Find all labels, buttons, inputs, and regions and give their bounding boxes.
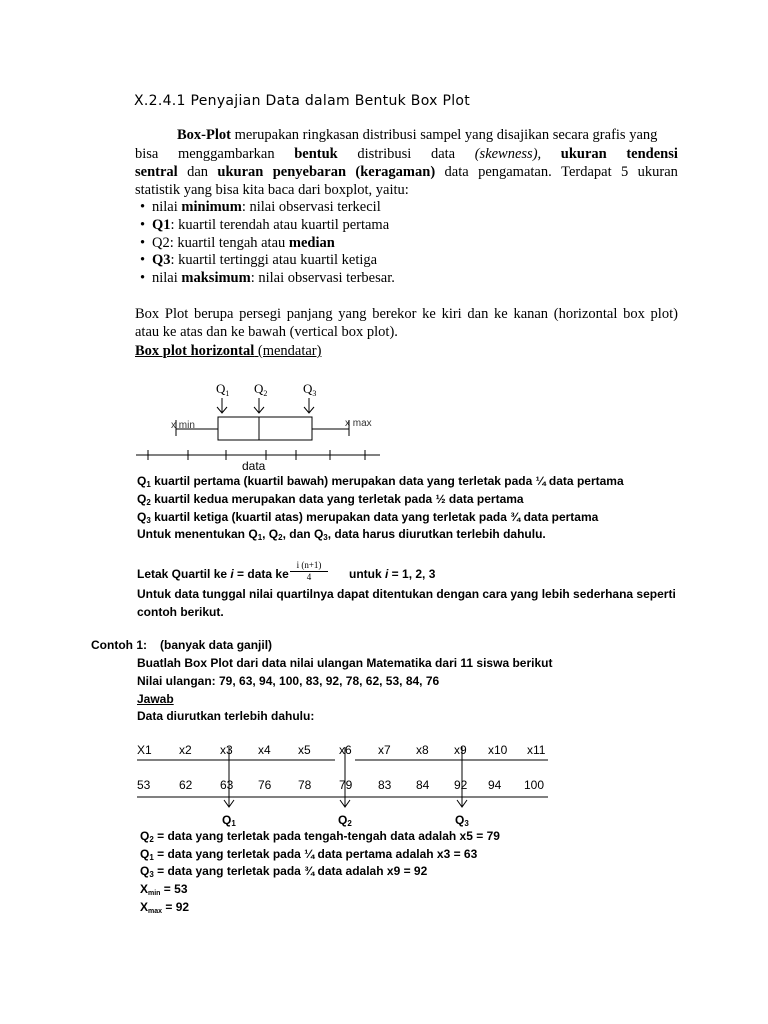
table-cell: 63 [220, 778, 234, 792]
list-item: • nilai maksimum: nilai observasi terbesar. [140, 270, 395, 286]
quartile-note: $Q_1$ kuartil pertama (kuartil bawah) merupakan data yang terletak pada ¼ data pertama [137, 474, 624, 489]
sorted-note: Data diurutkan terlebih dahulu: [137, 709, 315, 723]
single-note-line: Untuk data tunggal nilai quartilnya dapat ditentukan dengan cara yang lebih sederhana seperti [137, 587, 676, 601]
table-header: x6 [339, 743, 352, 757]
table-header: x9 [454, 743, 467, 757]
table-cell: 62 [179, 778, 193, 792]
para2-line-2: atau ke atas dan ke bawah (vertical box plot). [135, 324, 398, 340]
list-item: • Q3: kuartil tertinggi atau kuartil ketiga [140, 252, 378, 268]
xmin-result: $X_{min} = 53$ [140, 882, 188, 897]
list-item: • Q2: kuartil tengah atau median [140, 235, 335, 251]
q3-marker: $Q_3$ [455, 813, 469, 828]
q1-label: $Q_1$ [216, 381, 230, 398]
list-item: • Q1: kuartil terendah atau kuartil pertama [140, 217, 390, 233]
example-title: (banyak data ganjil) [160, 638, 273, 652]
table-header: x7 [378, 743, 391, 757]
table-cell: 84 [416, 778, 430, 792]
example-values: Nilai ulangan: 79, 63, 94, 100, 83, 92, 78, 62, 53, 84, 76 [137, 674, 440, 688]
table-cell: 92 [454, 778, 468, 792]
result-line: $Q_3$ = data yang terletak pada ¾ data adalah x9 = 92 [140, 864, 428, 879]
table-header: x4 [258, 743, 271, 757]
intro-line-3: sentral dan ukuran penyebaran (keragaman) data pengamatan. Terdapat 5 ukuran [135, 164, 678, 180]
table-header: x5 [298, 743, 311, 757]
table-cell: 100 [524, 778, 545, 792]
intro-line-2: bisa menggambarkan bentuk distribusi data (skewness), ukuran tendensi [135, 146, 678, 162]
xmax-label: x max [345, 418, 372, 429]
q1-marker: $Q_1$ [222, 813, 236, 828]
formula-range: untuk i = 1, 2, 3 [349, 567, 436, 581]
table-header: x3 [220, 743, 233, 757]
table-cell: 94 [488, 778, 502, 792]
table-cell: 53 [137, 778, 151, 792]
table-header: x8 [416, 743, 429, 757]
para2-line-1: Box Plot berupa persegi panjang yang berekor ke kiri dan ke kanan (horizontal box plot) [135, 306, 678, 322]
subtitle: Box plot horizontal (mendatar) [135, 343, 322, 359]
table-cell: 78 [298, 778, 312, 792]
single-note-line: contoh berikut. [137, 605, 224, 619]
table-cell: 76 [258, 778, 272, 792]
table-header: x10 [488, 743, 508, 757]
result-line: $Q_2$ = data yang terletak pada tengah-tengah data adalah x5 = 79 [140, 829, 500, 844]
table-header: x11 [527, 743, 546, 757]
xmin-label: x min [171, 420, 195, 431]
intro-line-1: Box-Plot merupakan ringkasan distribusi sampel yang disajikan secara grafis yang [177, 127, 658, 143]
q2-label: $Q_2$ [254, 381, 268, 398]
answer-label: Jawab [137, 692, 174, 706]
order-note: Untuk menentukan $Q_1$, $Q_2$, dan $Q_3$, data harus diurutkan terlebih dahulu. [137, 527, 546, 542]
table-cell: 79 [339, 778, 353, 792]
axis-label: data [242, 459, 266, 473]
section-heading: X.2.4.1 Penyajian Data dalam Bentuk Box Plot [134, 93, 471, 109]
table-header: X1 [137, 743, 152, 757]
table-cell: 83 [378, 778, 392, 792]
formula-lead: Letak Quartil ke i = data ke [137, 567, 289, 581]
quartile-note: $Q_3$ kuartil ketiga (kuartil atas) merupakan data yang terletak pada ¾ data pertama [137, 510, 599, 525]
example-task: Buatlah Box Plot dari data nilai ulangan Matematika dari 11 siswa berikut [137, 656, 553, 670]
quartile-note: $Q_2$ kuartil kedua merupakan data yang terletak pada ½ data pertama [137, 492, 524, 507]
table-header: x2 [179, 743, 192, 757]
box [218, 417, 312, 440]
intro-line-4: statistik yang bisa kita baca dari boxplot, yaitu: [135, 182, 409, 198]
example-label: Contoh 1: [91, 638, 147, 652]
q3-label: $Q_3$ [303, 381, 317, 398]
q2-marker: $Q_2$ [338, 813, 352, 828]
list-item: • nilai minimum: nilai observasi terkecil [140, 199, 381, 215]
formula-fraction: i (n+1) 4 [290, 560, 328, 582]
result-line: $Q_1$ = data yang terletak pada ¼ data pertama adalah x3 = 63 [140, 847, 478, 862]
xmax-result: $X_{max} = 92$ [140, 900, 190, 915]
